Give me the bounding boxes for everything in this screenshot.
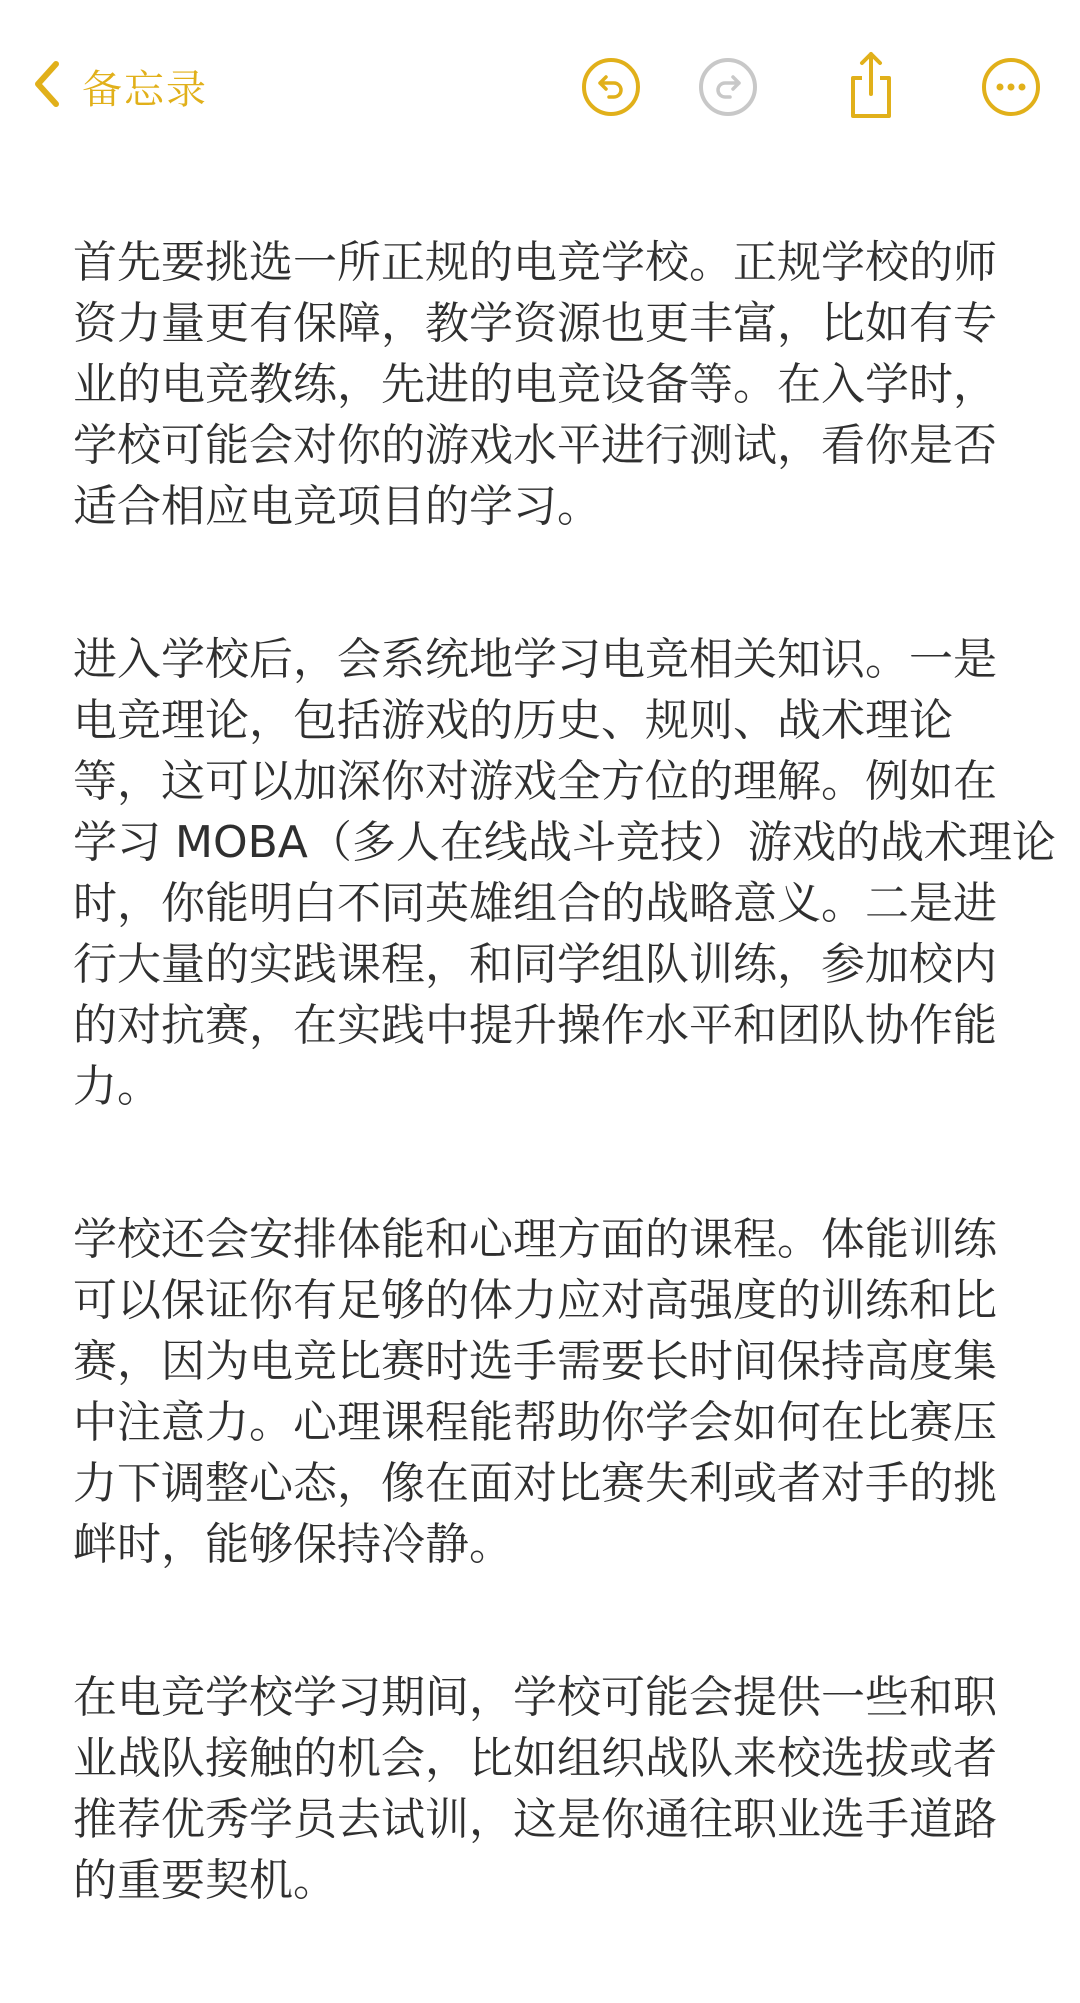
- note-line: 力下调整心态，像在面对比赛失利或者对手的挑: [73, 1458, 997, 1509]
- undo-icon: [580, 103, 642, 122]
- note-line: 学校可能会对你的游戏水平进行测试，看你是否: [73, 420, 997, 471]
- share-icon: [840, 105, 902, 124]
- note-line: 的对抗赛，在实践中提升操作水平和团队协作能: [73, 1000, 997, 1051]
- note-line: 进入学校后，会系统地学习电竞相关知识。一是: [73, 634, 997, 685]
- share-button[interactable]: [840, 50, 902, 120]
- note-line: 的重要契机。: [73, 1855, 337, 1906]
- redo-icon: [697, 103, 759, 122]
- note-line: 在电竞学校学习期间，学校可能会提供一些和职: [73, 1672, 997, 1723]
- note-paragraph: [73, 1667, 1013, 1911]
- note-paragraph: [73, 232, 1013, 537]
- note-line: 学习 MOBA（多人在线战斗竞技）游戏的战术理论: [73, 817, 1056, 868]
- note-line: 力。: [73, 1061, 161, 1112]
- back-button[interactable]: [30, 56, 208, 116]
- note-line: 推荐优秀学员去试训，这是你通往职业选手道路: [73, 1794, 997, 1845]
- note-line: 衅时，能够保持冷静。: [73, 1519, 513, 1570]
- undo-button[interactable]: [580, 56, 642, 118]
- chevron-left-icon: [30, 59, 64, 113]
- note-line: 中注意力。心理课程能帮助你学会如何在比赛压: [73, 1397, 997, 1448]
- note-body[interactable]: [73, 232, 1056, 2003]
- note-line: 行大量的实践课程，和同学组队训练，参加校内: [73, 939, 997, 990]
- more-button[interactable]: [980, 56, 1042, 118]
- note-paragraph: [73, 1209, 1013, 1575]
- back-label: 备忘录: [82, 66, 208, 113]
- note-line: 可以保证你有足够的体力应对高强度的训练和比: [73, 1275, 997, 1326]
- more-icon: [980, 103, 1042, 122]
- note-line: 电竞理论，包括游戏的历史、规则、战术理论: [73, 695, 953, 746]
- redo-button[interactable]: [697, 56, 759, 118]
- note-line: 业的电竞教练，先进的电竞设备等。在入学时，: [73, 359, 997, 410]
- note-line: 赛，因为电竞比赛时选手需要长时间保持高度集: [73, 1336, 997, 1387]
- note-paragraph: [73, 629, 1056, 1117]
- note-line: 学校还会安排体能和心理方面的课程。体能训练: [73, 1214, 997, 1265]
- note-line: 适合相应电竞项目的学习。: [73, 481, 601, 532]
- navigation-bar: [0, 0, 1080, 170]
- note-line: 业战队接触的机会，比如组织战队来校选拔或者: [73, 1733, 997, 1784]
- note-line: 首先要挑选一所正规的电竞学校。正规学校的师: [73, 237, 997, 288]
- note-line: 时，你能明白不同英雄组合的战略意义。二是进: [73, 878, 997, 929]
- note-line: 等，这可以加深你对游戏全方位的理解。例如在: [73, 756, 997, 807]
- note-line: 资力量更有保障，教学资源也更丰富，比如有专: [73, 298, 997, 349]
